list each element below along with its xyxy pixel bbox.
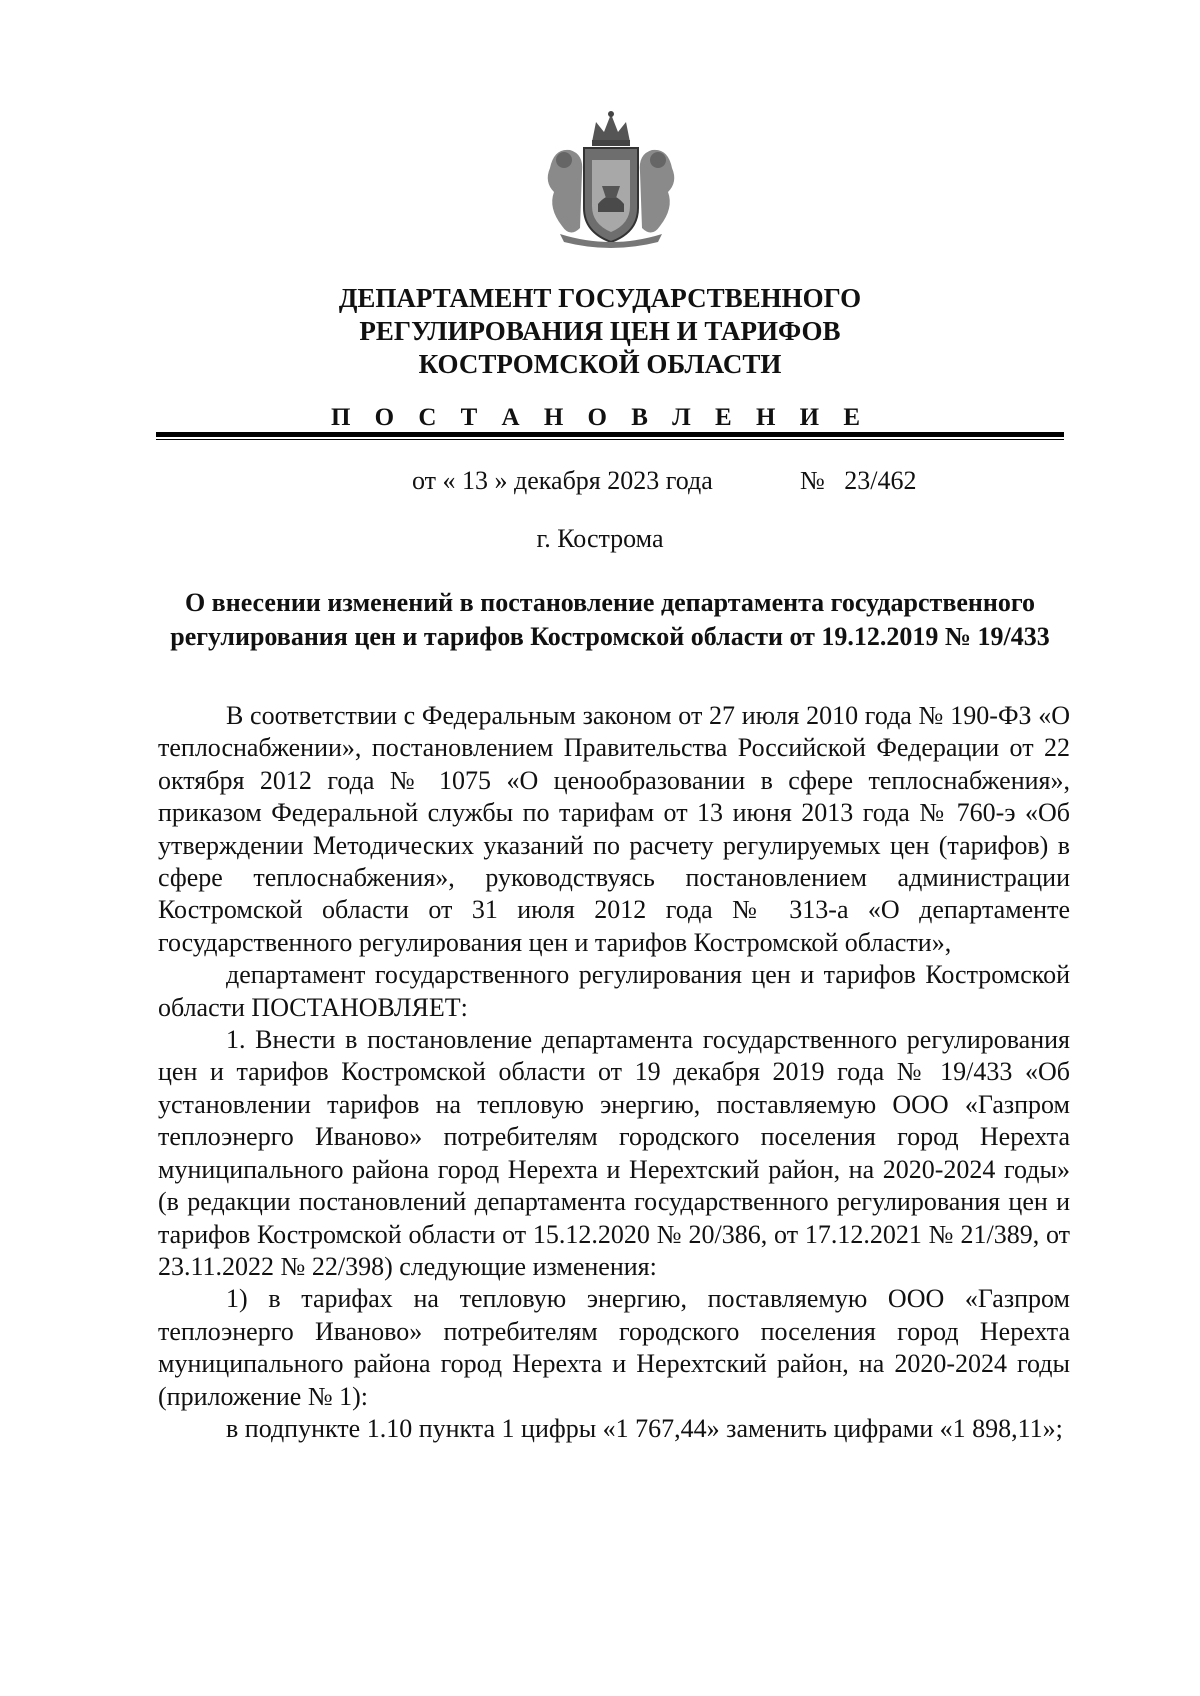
department-line: РЕГУЛИРОВАНИЯ ЦЕН И ТАРИФОВ (359, 316, 841, 346)
document-body (158, 700, 1070, 1445)
header-divider (156, 432, 1064, 440)
document-date: от « 13 » декабря 2023 года (412, 466, 713, 495)
department-name (0, 282, 1200, 381)
subject-line: О внесении изменений в постановление департамента государственного (184, 588, 1036, 617)
clause-1-paragraph: 1. Внести в постановление департамента государственного регулирования цен и тарифов Костромской области от 19 декабря 2019 года № 19/433 «Об установлении тарифов на тепловую энергию, поставляемую ООО «Газпром теплоэнерго Иваново» потребителям городского поселения город Нерехта муниципального района город Нерехта и Нерехтский район, на 2020-2024 годы» (в редакции постановлений департамента государственного регулирования цен и тарифов Костромской области от 15.12.2020 № 20/386, от 17.12.2021 № 21/389, от 23.11.2022 № 22/398) следующие изменения: (158, 1025, 1070, 1281)
resolution-paragraph: департамент государственного регулирования цен и тарифов Костромской области ПОСТАНОВЛЯЕТ: (158, 960, 1070, 1022)
preamble-paragraph: В соответствии с Федеральным законом от 27 июля 2010 года № 190-ФЗ «О теплоснабжении», постановлением Правительства Российской Федерации от 22 октября 2012 года № 1075 «О ценообразовании в сфере теплоснабжения», приказом Федеральной службы по тарифам от 13 июня 2013 года № 760-э «Об утверждении Методических указаний по расчету регулируемых цен (тарифов) в сфере теплоснабжения», руководствуясь постановлением администрации Костромской области от 31 июля 2012 года № 313-а «О департаменте государственного регулирования цен и тарифов Костромской области», (158, 701, 1070, 957)
subclause-1-paragraph: 1) в тарифах на тепловую энергию, поставляемую ООО «Газпром теплоэнерго Иваново» потребителям городского поселения город Нерехта муниципального района город Нерехта и Нерехтский район, на 2020-2024 годы (приложение № 1): (158, 1284, 1070, 1411)
department-line: ДЕПАРТАМЕНТ ГОСУДАРСТВЕННОГО (338, 283, 862, 313)
document-type: П О С Т А Н О В Л Е Н И Е (330, 404, 870, 431)
amendment-paragraph: в подпункте 1.10 пункта 1 цифры «1 767,44» заменить цифрами «1 898,11»; (226, 1413, 1063, 1443)
document-subject (150, 586, 1070, 654)
document-number: № 23/462 (800, 466, 917, 495)
subject-line: регулирования цен и тарифов Костромской области от 19.12.2019 № 19/433 (170, 622, 1050, 651)
coat-of-arms-icon (540, 108, 682, 248)
document-city: г. Кострома (536, 524, 664, 553)
department-line: КОСТРОМСКОЙ ОБЛАСТИ (418, 349, 782, 379)
